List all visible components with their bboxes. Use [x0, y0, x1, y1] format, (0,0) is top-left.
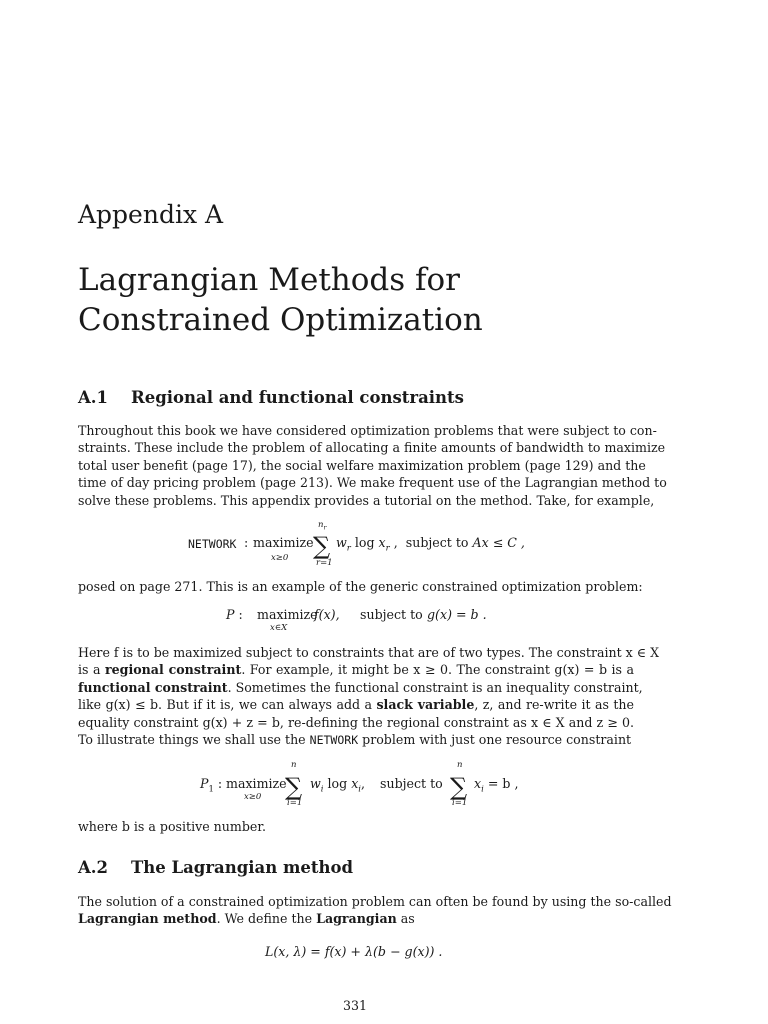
term-slack-variable: slack variable — [376, 697, 475, 713]
term-regional-constraint: regional constraint — [105, 662, 242, 678]
maximize-operator: maximize — [253, 535, 314, 550]
paragraph-line: time of day pricing problem (page 213). We make frequent use of the Lagrangian method to — [78, 475, 667, 491]
paragraph-generic: posed on page 271. This is an example of the generic constrained optimization problem: — [78, 579, 643, 594]
equation-p1 — [200, 760, 540, 810]
paragraph-line: Throughout this book we have considered optimization problems that were subject to con- — [78, 423, 657, 438]
operator-subscript: x≥0 — [244, 792, 262, 802]
summand: $w_r$ $\log x_r$ , subject to Ax ≤ C , — [336, 535, 525, 554]
term-lagrangian: Lagrangian — [316, 911, 397, 927]
sum-upper-limit: n — [291, 760, 297, 770]
section-number: A.1 — [78, 388, 109, 407]
summand: $w_i$ $\log x_i$, — [310, 776, 366, 795]
summation-symbol: ∑ — [313, 532, 331, 560]
paragraph-line: straints. These include the problem of allocating a finite amounts of bandwidth to maximize — [78, 440, 666, 456]
section-heading-a2 — [78, 858, 353, 877]
term-lagrangian-method: Lagrangian method — [78, 911, 217, 927]
problem-label: P : — [226, 607, 251, 622]
section-number: A.2 — [78, 858, 109, 877]
appendix-label: Appendix A — [78, 200, 224, 229]
objective: f(x), — [314, 607, 340, 622]
paragraph-lagrangian: The solution of a constrained optimization problem can often be found by using the so-called Lagrangian method. We define the Lagrangian as — [78, 894, 672, 927]
problem-label: $P_1$ : — [200, 776, 227, 795]
chapter-title — [78, 260, 678, 340]
chapter-title-line2: Constrained Optimization — [78, 302, 483, 338]
operator-subscript: x≥0 — [271, 553, 289, 563]
sum-lower-limit: i=1 — [452, 798, 468, 808]
summation-symbol: ∑ — [450, 773, 468, 801]
sum-lower-limit: i=1 — [287, 798, 303, 808]
section-title: Regional and functional constraints — [131, 388, 464, 407]
summation-symbol: ∑ — [285, 773, 303, 801]
section-title: The Lagrangian method — [131, 858, 354, 877]
equation-lagrangian: L(x, λ) = f(x) + λ(b − g(x)) . — [265, 944, 443, 959]
term-functional-constraint: functional constraint — [78, 679, 228, 695]
equation-problem-name: NETWORK — [188, 537, 237, 551]
subject-to: subject to — [380, 776, 447, 791]
maximize-operator: maximize — [257, 607, 318, 622]
chapter-title-line1: Lagrangian Methods for — [78, 262, 460, 298]
constraint-rhs: $x_i = b$ , — [474, 776, 519, 795]
equation-network: NETWORK : maximize x≥0 $n_r$ ∑ r=1 $w_r$ $\log x_r$ , subject to Ax ≤ C , — [188, 520, 525, 568]
equation-p — [226, 607, 546, 637]
paragraph-where: where b is a positive number. — [78, 819, 267, 834]
subject-to: subject to — [360, 607, 427, 622]
constraint: g(x) = b . — [427, 607, 487, 622]
sum-lower-limit: r=1 — [316, 558, 333, 568]
paragraph-line: total user benefit (page 17), the social welfare maximization problem (page 129) and the — [78, 457, 646, 473]
paragraph-constraints: Here f is to be maximized subject to constraints that are of two types. The constraint x ∈ X is a regional constraint. For example, it might be x ≥ 0. The constraint g(x) = b is a functional constraint. Sometimes the functional constraint is an inequality constraint, like g(x) ≤ b. But if it is, we can always add a slack variable, z, and re-write it as the equality constraint g(x) + z = b, re-defining the regional constraint as x ∈ X and z ≥ 0. To illustrate things we shall use the NETWORK problem with just one resource constraint — [78, 645, 660, 748]
sum-upper-limit: $n_r$ — [318, 520, 327, 532]
sum-upper-limit: n — [457, 760, 463, 770]
maximize-operator: maximize — [226, 776, 287, 791]
operator-subscript: x∈X — [270, 623, 288, 633]
paragraph-intro — [78, 422, 667, 509]
section-heading-a1 — [78, 388, 464, 407]
paragraph-line: solve these problems. This appendix provides a tutorial on the method. Take, for example, — [78, 492, 655, 508]
page-number: 331 — [342, 998, 368, 1013]
